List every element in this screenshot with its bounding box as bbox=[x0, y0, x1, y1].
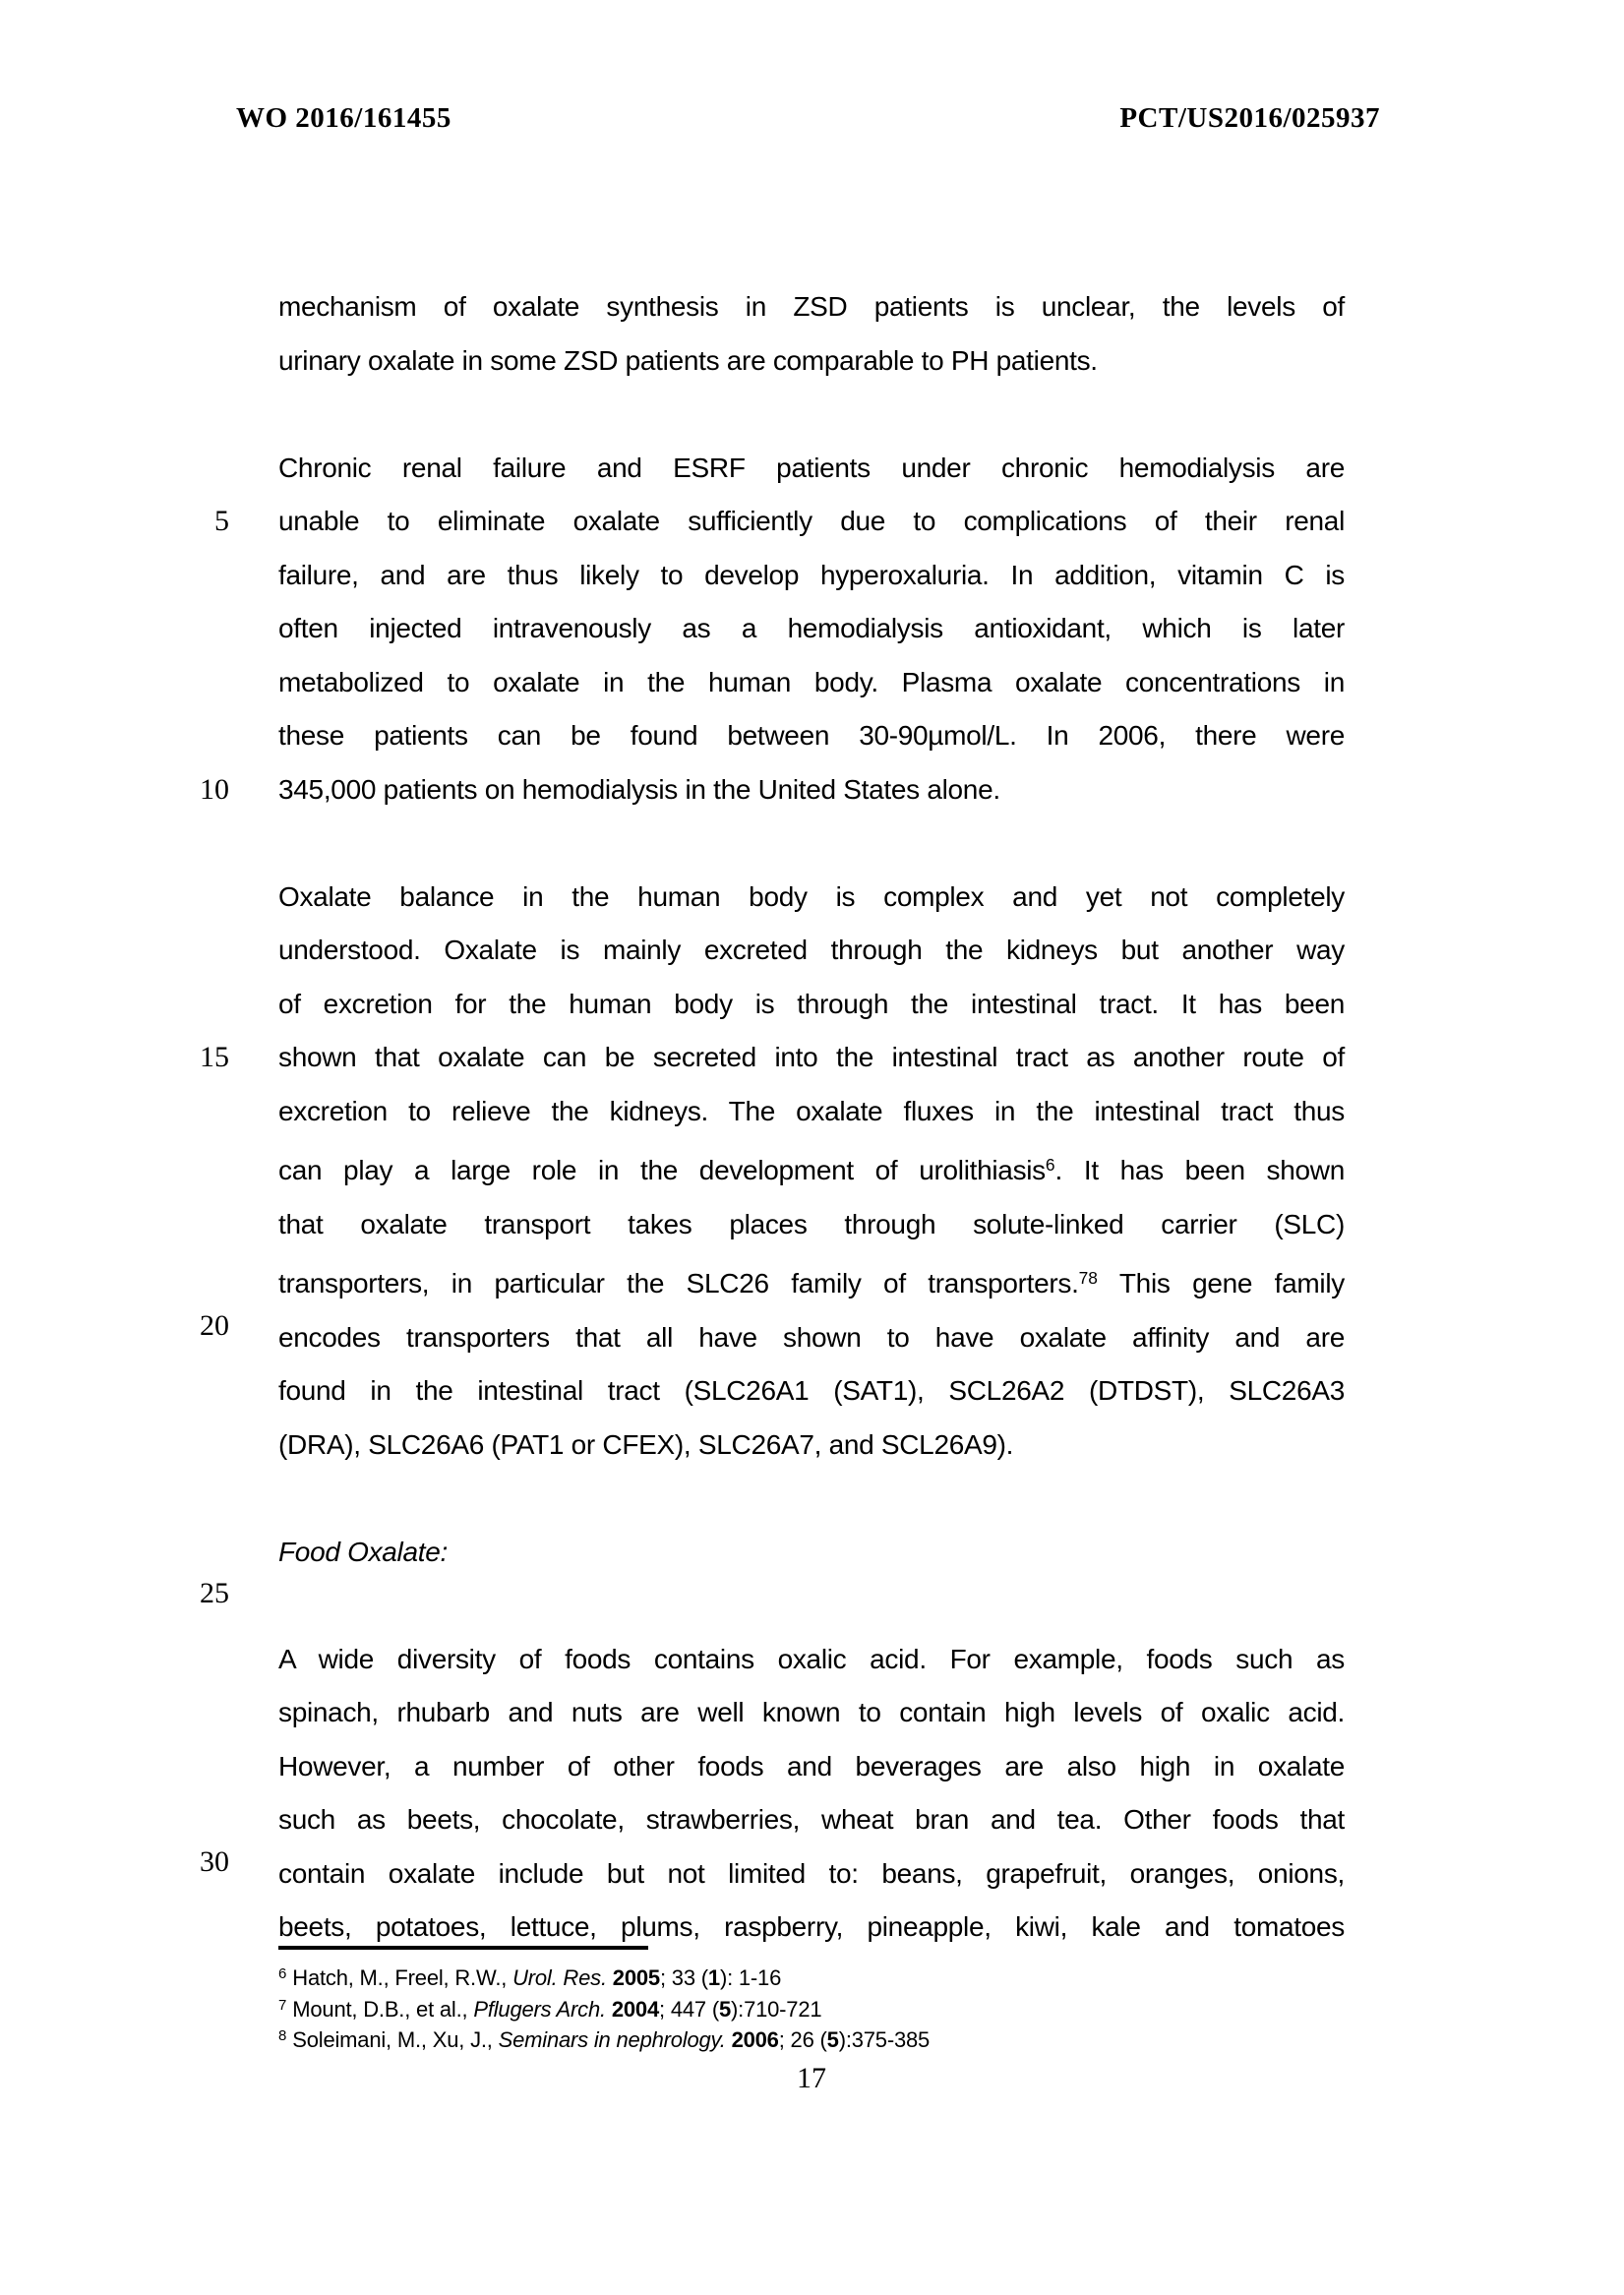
paragraph-4 bbox=[278, 1633, 1345, 1955]
text-line: found in the intestinal tract (SLC26A1 (SAT1), SCL26A2 (DTDST), SLC26A3 bbox=[278, 1375, 1345, 1406]
text-run: Seminars in nephrology. bbox=[498, 2027, 726, 2052]
footnote-6 bbox=[278, 1961, 1345, 1992]
line-number-20: 20 bbox=[200, 1308, 229, 1342]
text-line: unable to eliminate oxalate sufficiently due to complications of their renal bbox=[278, 506, 1345, 536]
text-line: excretion to relieve the kidneys. The oxalate fluxes in the intestinal tract thus bbox=[278, 1095, 1345, 1126]
text-run: 5 bbox=[826, 2027, 839, 2052]
footnote-reference: 78 bbox=[1078, 1268, 1098, 1288]
text-run: 1 bbox=[707, 1965, 720, 1990]
text-line: often injected intravenously as a hemodialysis antioxidant, which is later bbox=[278, 613, 1345, 643]
text-line: urinary oxalate in some ZSD patients are comparable to PH patients. bbox=[278, 344, 1098, 376]
text-line: can play a large role in the development of urolithiasis$^6$. It has been shown bbox=[278, 1155, 1345, 1185]
text-line: metabolized to oxalate in the human body. Plasma oxalate concentrations in bbox=[278, 666, 1345, 697]
text-run: . It has been shown bbox=[1054, 1155, 1345, 1185]
text-line: mechanism of oxalate synthesis in ZSD patients is unclear, the levels of bbox=[278, 291, 1345, 322]
text-line: 345,000 patients on hemodialysis in the United States alone. bbox=[278, 773, 1000, 805]
text-line: spinach, rhubarb and nuts are well known to contain high levels of oxalic acid. bbox=[278, 1697, 1345, 1727]
footnotes-section bbox=[278, 1946, 1345, 2054]
footnote-separator bbox=[278, 1946, 648, 1950]
text-line: Chronic renal failure and ESRF patients under chronic hemodialysis are bbox=[278, 452, 1345, 483]
text-line: these patients can be found between 30-90µmol/L. In 2006, there were bbox=[278, 720, 1345, 751]
line-number-15: 15 bbox=[200, 1041, 229, 1073]
text-line: understood. Oxalate is mainly excreted through the kidneys but another way bbox=[278, 935, 1345, 965]
text-line: contain oxalate include but not limited to: beans, grapefruit, oranges, onions, bbox=[278, 1857, 1345, 1889]
text-run: 5 bbox=[718, 1996, 732, 2022]
text-line: of excretion for the human body is through the intestinal tract. It has been bbox=[278, 988, 1345, 1019]
heading-food-oxalate bbox=[278, 1526, 1345, 1580]
text-run: This gene family bbox=[1097, 1268, 1345, 1298]
header-application-number: PCT/US2016/025937 bbox=[1119, 102, 1380, 134]
footnote-reference: 7 bbox=[278, 1996, 287, 2014]
footnote-7 bbox=[278, 1992, 1345, 2023]
text-line: Oxalate balance in the human body is complex and yet not completely bbox=[278, 880, 1345, 912]
text-line: However, a number of other foods and beverages are also high in oxalate bbox=[278, 1750, 1345, 1782]
text-run: Soleimani, M., Xu, J., bbox=[286, 2027, 499, 2052]
text-run: 2004 bbox=[611, 1996, 659, 2022]
text-run: Pflugers Arch. bbox=[473, 1996, 606, 2022]
text-run: ; 447 ( bbox=[659, 1996, 719, 2022]
text-run: ):710-721 bbox=[731, 1996, 822, 2022]
text-run: ; 33 ( bbox=[659, 1965, 708, 1990]
paragraph-2 bbox=[278, 442, 1345, 817]
page-number: 17 bbox=[797, 2062, 826, 2094]
paragraph-3 bbox=[278, 871, 1345, 1473]
footnote-reference: 6 bbox=[1045, 1155, 1055, 1175]
text-line: A wide diversity of foods contains oxalic acid. For example, foods such as bbox=[278, 1643, 1345, 1674]
text-line: (DRA), SLC26A6 (PAT1 or CFEX), SLC26A7, and SCL26A9). bbox=[278, 1428, 1014, 1460]
header-publication-number: WO 2016/161455 bbox=[236, 102, 451, 134]
text-run: Mount, D.B., et al., bbox=[286, 1996, 474, 2022]
text-line: Food Oxalate: bbox=[278, 1536, 448, 1567]
footnote-reference: 8 bbox=[278, 2027, 287, 2044]
text-line: shown that oxalate can be secreted into the intestinal tract as another route of bbox=[278, 1042, 1345, 1072]
text-run: Urol. Res. bbox=[512, 1965, 607, 1990]
paragraph-1 bbox=[278, 280, 1345, 388]
text-run: ): 1-16 bbox=[719, 1965, 782, 1990]
footnote-reference: 6 bbox=[278, 1965, 287, 1982]
text-line: transporters, in particular the SLC26 family of transporters.$^{78}$ This gene family bbox=[278, 1268, 1345, 1298]
line-number-30: 30 bbox=[200, 1844, 229, 1878]
body-text bbox=[278, 280, 1345, 1955]
text-line: such as beets, chocolate, strawberries, wheat bran and tea. Other foods that bbox=[278, 1804, 1345, 1835]
footnote-8 bbox=[278, 2023, 1345, 2054]
line-number-5: 5 bbox=[214, 505, 229, 537]
text-run: ; 26 ( bbox=[778, 2027, 827, 2052]
text-run: 2005 bbox=[612, 1965, 660, 1990]
text-run: ):375-385 bbox=[838, 2027, 931, 2052]
text-line: encodes transporters that all have shown to have oxalate affinity and are bbox=[278, 1321, 1345, 1353]
text-run: Hatch, M., Freel, R.W., bbox=[286, 1965, 513, 1990]
line-number-25: 25 bbox=[200, 1577, 229, 1609]
line-number-10: 10 bbox=[200, 772, 229, 806]
text-line: beets, potatoes, lettuce, plums, raspberry, pineapple, kiwi, kale and tomatoes bbox=[278, 1911, 1345, 1942]
text-line: failure, and are thus likely to develop hyperoxaluria. In addition, vitamin C is bbox=[278, 559, 1345, 590]
text-line: that oxalate transport takes places through solute-linked carrier (SLC) bbox=[278, 1208, 1345, 1239]
text-run: 2006 bbox=[731, 2027, 779, 2052]
